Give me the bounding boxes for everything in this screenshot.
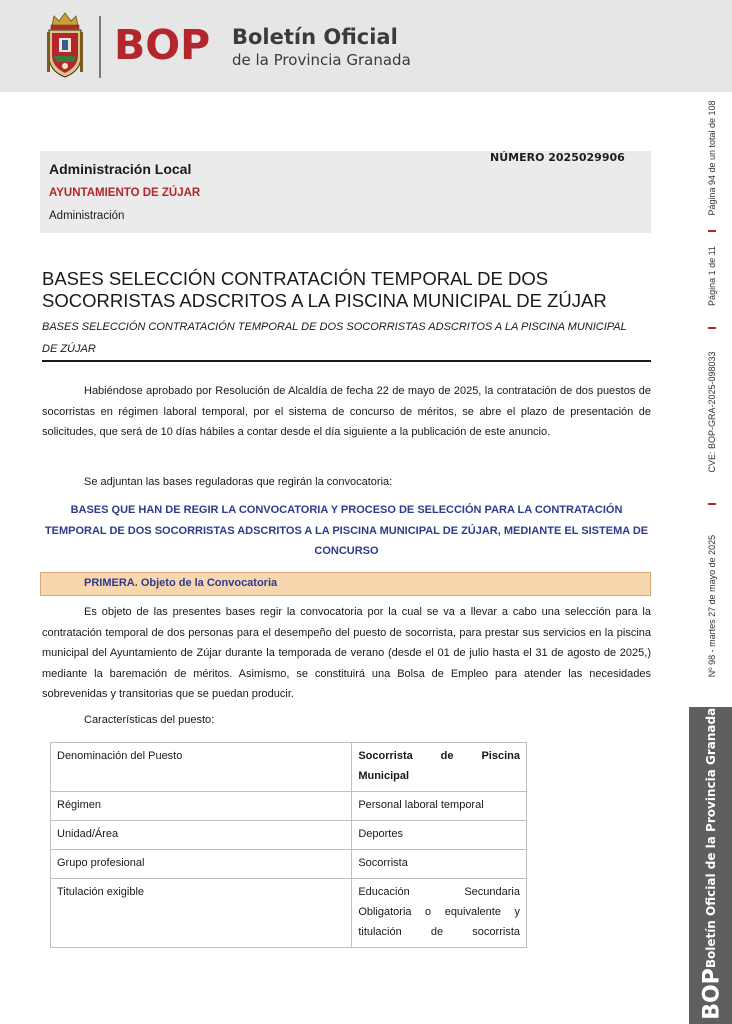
table-cell-value: Personal laboral temporal xyxy=(352,792,527,821)
sidebar-page-local: Página 1 de 11 xyxy=(707,246,717,306)
table-cell-label: Titulación exigible xyxy=(51,879,352,948)
table-cell-label: Régimen xyxy=(51,792,352,821)
sidebar-separator xyxy=(708,327,716,329)
admin-title: Administración Local xyxy=(49,161,192,177)
header-divider xyxy=(99,16,101,78)
table-cell-value: Deportes xyxy=(352,821,527,850)
bases-heading: BASES QUE HAN DE REGIR LA CONVOCATORIA Y PROCESO DE SELECCIÓN PARA LA CONTRATACIÓN TEMPORAL DE DOS SOCORRISTAS ADSCRITOS A LA PISCINA MUNICIPAL DE ZÚJAR, MEDIANTE EL SISTEMA DE CONCURSO xyxy=(44,504,649,557)
admin-section: Administración xyxy=(49,210,125,222)
bulletin-number: NÚMERO 2025029906 xyxy=(490,151,625,164)
paragraph: Es objeto de las presentes bases regir la convocatoria por la cual se va a llevar a cabo una selección para la contratación temporal de dos personas para el desempeño del puesto de socorrista, para prestar sus servicios en la piscina municipal del Ayuntamiento de Zújar durante la temporada de verano (desde el 01 de julio hasta el 31 de agosto de 2025,) mediante la baremación de méritos. Asimismo, se constituirá una Bolsa de Empleo para atender las necesidades sobrevenidas y transitorias que se puedan producir. xyxy=(42,606,651,700)
paragraph: Se adjuntan las bases reguladoras que regirán la convocatoria: xyxy=(84,476,393,488)
sidebar-cve: CVE: BOP-GRA-2025-098033 xyxy=(707,351,717,473)
table-row xyxy=(51,743,527,792)
ayuntamiento-name: AYUNTAMIENTO DE ZÚJAR xyxy=(49,187,201,199)
sidebar-page-total: Página 94 de un total de 108 xyxy=(707,100,717,216)
table-cell-value: Socorrista xyxy=(352,850,527,879)
brand-abbrev: BOP xyxy=(114,21,211,69)
job-characteristics-table xyxy=(50,742,527,948)
brand-subtitle: de la Provincia Granada xyxy=(232,51,411,69)
sidebar-issue-date: Nº 98 - martes 27 de mayo de 2025 xyxy=(707,534,717,678)
table-row xyxy=(51,821,527,850)
table-cell-value: Socorrista de Piscina Municipal xyxy=(352,743,527,792)
sidebar-separator xyxy=(708,503,716,505)
sidebar-title: Boletín Oficial de la Provincia Granada xyxy=(704,707,718,969)
section-heading: PRIMERA. Objeto de la Convocatoria xyxy=(84,577,278,589)
paragraph: Habiéndose aprobado por Resolución de Alcaldía de fecha 22 de mayo de 2025, la contratación de dos puestos de socorristas en régimen laboral temporal, por el sistema de concurso de méritos, se abre el plazo de presentación de solicitudes, que será de 10 días hábiles a contar desde el día siguiente a la publicación de este anuncio. xyxy=(42,385,651,438)
table-row xyxy=(51,879,527,948)
table-row xyxy=(51,792,527,821)
document-subtitle: BASES SELECCIÓN CONTRATACIÓN TEMPORAL DE DOS SOCORRISTAS ADSCRITOS A LA PISCINA MUNICIPAL DE ZÚJAR xyxy=(42,321,627,355)
brand-title: Boletín Oficial xyxy=(232,25,398,49)
sidebar-abbrev: BOP xyxy=(699,968,725,1020)
sidebar-separator xyxy=(708,230,716,232)
table-cell-label: Unidad/Área xyxy=(51,821,352,850)
table-cell-label: Grupo profesional xyxy=(51,850,352,879)
table-cell-value: Educación Secundaria Obligatoria o equivalente y titulación de socorrista xyxy=(352,879,527,948)
table-cell-label: Denominación del Puesto xyxy=(51,743,352,792)
title-rule xyxy=(42,360,651,362)
paragraph: Características del puesto: xyxy=(84,714,215,726)
document-title: BASES SELECCIÓN CONTRATACIÓN TEMPORAL DE DOS SOCORRISTAS ADSCRITOS A LA PISCINA MUNICIPAL DE ZÚJAR xyxy=(42,268,607,311)
page-header xyxy=(0,0,732,92)
coat-of-arms-icon xyxy=(44,10,86,80)
table-row xyxy=(51,850,527,879)
